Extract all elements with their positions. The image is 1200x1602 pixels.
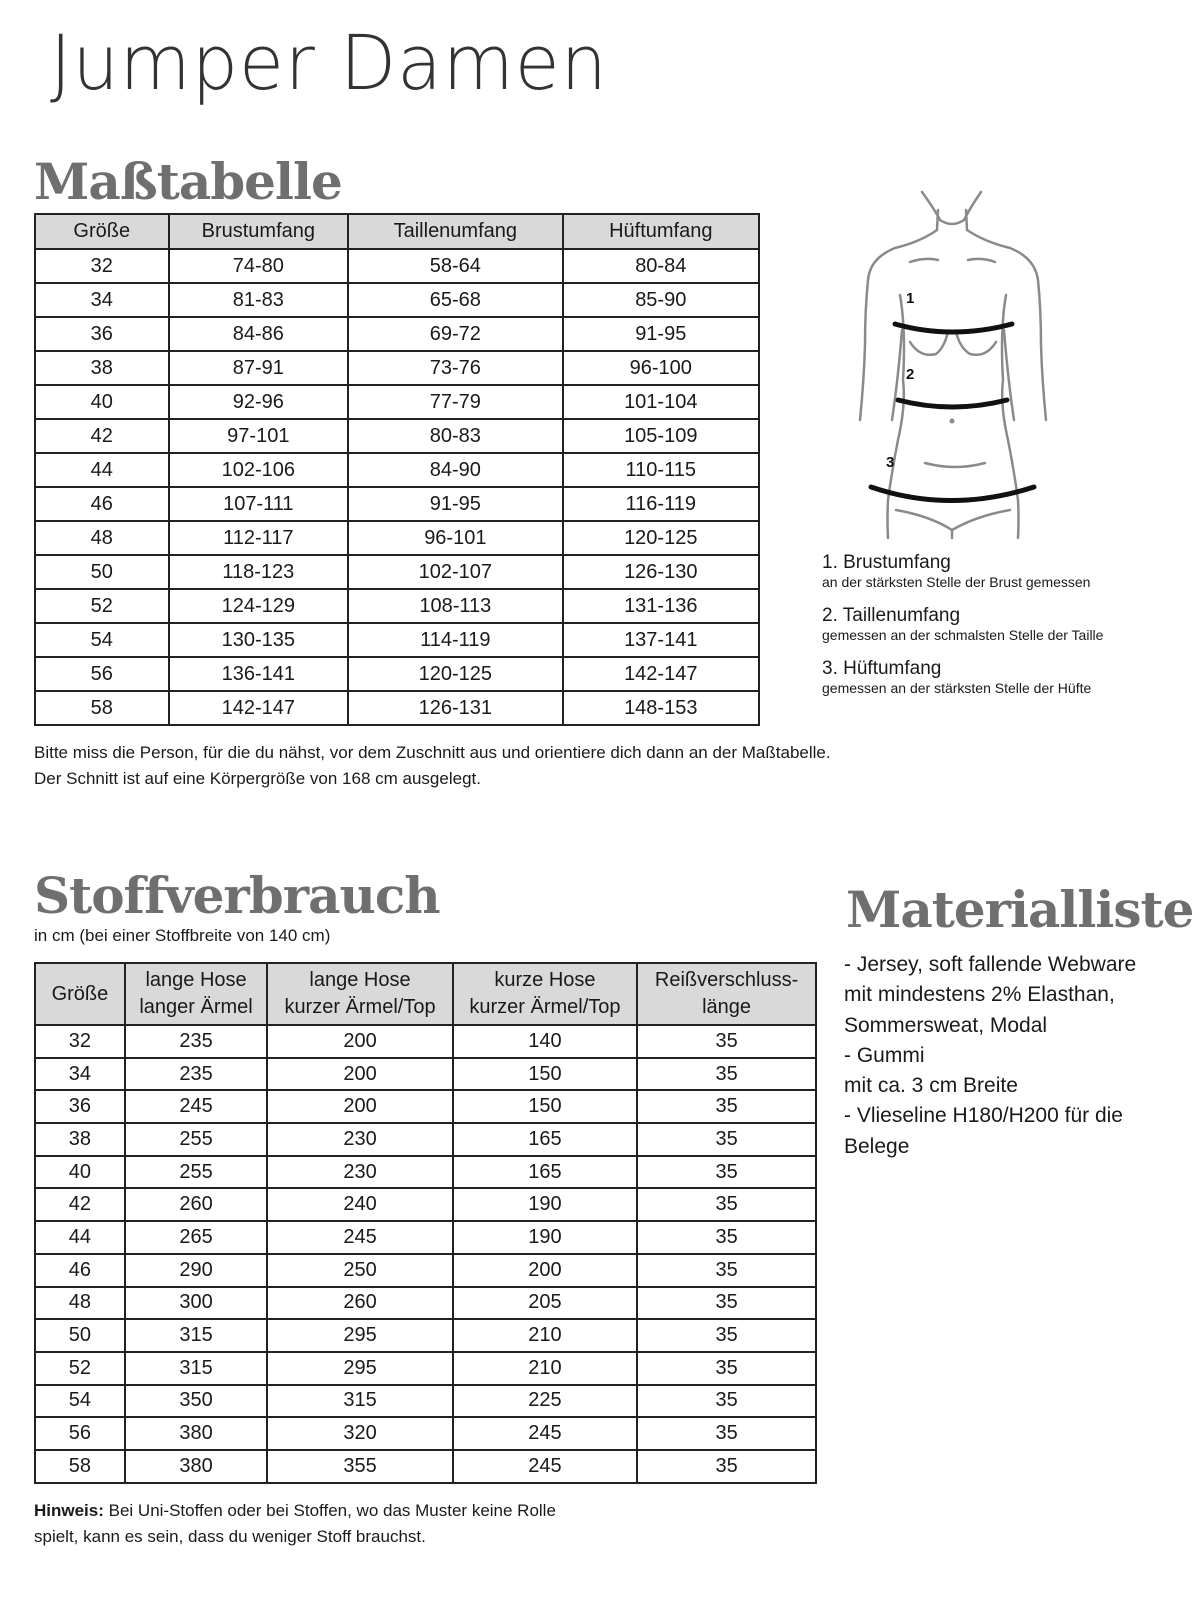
column-header-line: kurze Hose: [494, 969, 596, 991]
cell-long-pants-short-sleeve: 260: [267, 1287, 452, 1320]
fabric-usage-note: [34, 1498, 556, 1550]
cell-size: 40: [35, 1156, 125, 1189]
hip-measurement-band: [871, 487, 1034, 501]
material-list-line: - Vlieseline H180/H200 für die: [844, 1104, 1123, 1128]
material-list-line: mit mindestens 2% Elasthan,: [844, 983, 1115, 1007]
size-chart-row: [35, 419, 759, 453]
cell-size: 34: [35, 283, 169, 317]
cell-size: 32: [35, 249, 169, 283]
cell-size: 44: [35, 453, 169, 487]
cell-hip: 126-130: [563, 555, 759, 589]
size-chart-table: [34, 213, 760, 726]
cell-waist: 102-107: [348, 555, 562, 589]
size-chart-heading: Maßtabelle: [34, 152, 342, 211]
cell-size: 48: [35, 1287, 125, 1320]
cell-bust: 142-147: [169, 691, 349, 725]
size-chart-row: [35, 589, 759, 623]
cell-long-pants-short-sleeve: 295: [267, 1352, 452, 1385]
cell-size: 50: [35, 1319, 125, 1352]
cell-hip: 148-153: [563, 691, 759, 725]
cell-zipper-length: 35: [637, 1090, 816, 1123]
cell-short-pants-short-sleeve: 210: [453, 1319, 637, 1352]
cell-waist: 114-119: [348, 623, 562, 657]
cell-short-pants-short-sleeve: 205: [453, 1287, 637, 1320]
cell-zipper-length: 35: [637, 1123, 816, 1156]
cell-long-pants-long-sleeve: 260: [125, 1188, 267, 1221]
size-chart-row: [35, 453, 759, 487]
cell-size: 42: [35, 1188, 125, 1221]
legend-item-waist: [822, 605, 1192, 644]
fabric-usage-subtitle: in cm (bei einer Stoffbreite von 140 cm): [34, 926, 331, 945]
hip-marker-label: 3: [886, 454, 895, 471]
cell-waist: 108-113: [348, 589, 562, 623]
column-header-size: Größe: [35, 214, 169, 249]
column-header-hip: Hüftumfang: [563, 214, 759, 249]
size-chart-header-row: [35, 214, 759, 249]
cell-bust: 87-91: [169, 351, 349, 385]
cell-hip: 110-115: [563, 453, 759, 487]
fabric-usage-row: [35, 1221, 816, 1254]
fabric-usage-row: [35, 1319, 816, 1352]
cell-long-pants-short-sleeve: 200: [267, 1058, 452, 1091]
cell-short-pants-short-sleeve: 165: [453, 1156, 637, 1189]
column-header-long-pants-long-sleeve: [125, 963, 267, 1025]
size-chart-row: [35, 385, 759, 419]
cell-bust: 118-123: [169, 555, 349, 589]
cell-long-pants-long-sleeve: 290: [125, 1254, 267, 1287]
cell-bust: 136-141: [169, 657, 349, 691]
note-text: Bei Uni-Stoffen oder bei Stoffen, wo das Muster keine Rolle: [103, 1501, 556, 1520]
cell-size: 38: [35, 351, 169, 385]
size-chart-row: [35, 351, 759, 385]
cell-long-pants-short-sleeve: 250: [267, 1254, 452, 1287]
cell-bust: 124-129: [169, 589, 349, 623]
fabric-usage-row: [35, 1254, 816, 1287]
cell-zipper-length: 35: [637, 1221, 816, 1254]
cell-short-pants-short-sleeve: 245: [453, 1450, 637, 1483]
cell-zipper-length: 35: [637, 1254, 816, 1287]
cell-short-pants-short-sleeve: 245: [453, 1417, 637, 1450]
cell-size: 54: [35, 623, 169, 657]
material-list-line: - Jersey, soft fallende Webware: [844, 953, 1137, 976]
fabric-usage-row: [35, 1450, 816, 1483]
cell-bust: 107-111: [169, 487, 349, 521]
fabric-usage-row: [35, 1352, 816, 1385]
waist-measurement-band: [898, 400, 1007, 407]
cell-size: 48: [35, 521, 169, 555]
cell-short-pants-short-sleeve: 210: [453, 1352, 637, 1385]
size-chart-row: [35, 691, 759, 725]
column-header-bust: Brustumfang: [169, 214, 349, 249]
cell-bust: 112-117: [169, 521, 349, 555]
cell-long-pants-long-sleeve: 315: [125, 1352, 267, 1385]
legend-title: 1. Brustumfang: [822, 552, 951, 573]
cell-long-pants-long-sleeve: 350: [125, 1385, 267, 1418]
cell-long-pants-long-sleeve: 265: [125, 1221, 267, 1254]
cell-hip: 120-125: [563, 521, 759, 555]
cell-size: 46: [35, 1254, 125, 1287]
cell-waist: 73-76: [348, 351, 562, 385]
size-chart-note-line: Der Schnitt ist auf eine Körpergröße von 168 cm ausgelegt.: [34, 769, 481, 788]
cell-long-pants-long-sleeve: 235: [125, 1025, 267, 1058]
cell-size: 58: [35, 1450, 125, 1483]
cell-size: 36: [35, 1090, 125, 1123]
waist-marker-label: 2: [906, 366, 915, 383]
size-chart-note: [34, 740, 831, 792]
cell-waist: 126-131: [348, 691, 562, 725]
bust-marker-label: 1: [906, 290, 915, 307]
fabric-usage-row: [35, 1058, 816, 1091]
cell-long-pants-short-sleeve: 200: [267, 1090, 452, 1123]
cell-bust: 102-106: [169, 453, 349, 487]
material-list-line: mit ca. 3 cm Breite: [844, 1074, 1018, 1098]
cell-size: 38: [35, 1123, 125, 1156]
cell-size: 58: [35, 691, 169, 725]
fabric-usage-row: [35, 1385, 816, 1418]
cell-size: 54: [35, 1385, 125, 1418]
column-header-line: langer Ärmel: [139, 996, 253, 1018]
fabric-usage-heading: Stoffverbrauch: [34, 866, 440, 925]
cell-bust: 81-83: [169, 283, 349, 317]
column-header-line: kurzer Ärmel/Top: [469, 996, 621, 1018]
cell-long-pants-short-sleeve: 230: [267, 1123, 452, 1156]
cell-short-pants-short-sleeve: 140: [453, 1025, 637, 1058]
legend-description: an der stärksten Stelle der Brust gemessen: [822, 574, 1091, 590]
cell-zipper-length: 35: [637, 1287, 816, 1320]
legend-item-bust: [822, 552, 1192, 591]
cell-zipper-length: 35: [637, 1450, 816, 1483]
cell-zipper-length: 35: [637, 1156, 816, 1189]
document-title: Jumper Damen: [50, 18, 608, 107]
column-header-line: lange Hose: [145, 969, 247, 991]
cell-waist: 65-68: [348, 283, 562, 317]
cell-long-pants-short-sleeve: 315: [267, 1385, 452, 1418]
cell-hip: 142-147: [563, 657, 759, 691]
column-header-short-pants-short-sleeve: [453, 963, 637, 1025]
fabric-usage-row: [35, 1025, 816, 1058]
cell-short-pants-short-sleeve: 150: [453, 1058, 637, 1091]
cell-waist: 69-72: [348, 317, 562, 351]
cell-long-pants-short-sleeve: 320: [267, 1417, 452, 1450]
size-chart-row: [35, 487, 759, 521]
cell-zipper-length: 35: [637, 1025, 816, 1058]
legend-title: 2. Taillenumfang: [822, 605, 961, 626]
cell-zipper-length: 35: [637, 1188, 816, 1221]
column-header-line: Reißverschluss-: [654, 969, 799, 991]
cell-waist: 77-79: [348, 385, 562, 419]
fabric-usage-header-row: [35, 963, 816, 1025]
cell-hip: 91-95: [563, 317, 759, 351]
material-list-line: - Gummi: [844, 1043, 925, 1067]
cell-long-pants-long-sleeve: 245: [125, 1090, 267, 1123]
cell-hip: 137-141: [563, 623, 759, 657]
cell-short-pants-short-sleeve: 150: [453, 1090, 637, 1123]
cell-zipper-length: 35: [637, 1058, 816, 1091]
cell-long-pants-short-sleeve: 240: [267, 1188, 452, 1221]
cell-zipper-length: 35: [637, 1417, 816, 1450]
legend-title: 3. Hüftumfang: [822, 658, 942, 679]
cell-size: 56: [35, 1417, 125, 1450]
cell-long-pants-long-sleeve: 300: [125, 1287, 267, 1320]
legend-description: gemessen an der stärksten Stelle der Hüfte: [822, 680, 1092, 696]
cell-hip: 116-119: [563, 487, 759, 521]
cell-size: 56: [35, 657, 169, 691]
legend-description: gemessen an der schmalsten Stelle der Taille: [822, 627, 1104, 643]
cell-long-pants-long-sleeve: 235: [125, 1058, 267, 1091]
cell-long-pants-long-sleeve: 255: [125, 1123, 267, 1156]
body-measurement-figure: [840, 180, 1070, 540]
size-chart-row: [35, 249, 759, 283]
cell-waist: 96-101: [348, 521, 562, 555]
body-outline-illustration: [840, 180, 1070, 540]
fabric-usage-note-line: [34, 1498, 556, 1524]
cell-hip: 101-104: [563, 385, 759, 419]
cell-zipper-length: 35: [637, 1352, 816, 1385]
cell-short-pants-short-sleeve: 190: [453, 1221, 637, 1254]
size-chart-row: [35, 521, 759, 555]
cell-zipper-length: 35: [637, 1319, 816, 1352]
cell-size: 46: [35, 487, 169, 521]
column-header-line: länge: [702, 996, 752, 1018]
material-list-line: Belege: [844, 1134, 910, 1158]
bust-measurement-band: [895, 324, 1012, 332]
cell-short-pants-short-sleeve: 165: [453, 1123, 637, 1156]
navel-dot: [950, 419, 955, 424]
column-header-line: lange Hose: [309, 969, 411, 991]
cell-long-pants-short-sleeve: 355: [267, 1450, 452, 1483]
fabric-usage-table: [34, 962, 817, 1484]
column-header-long-pants-short-sleeve: [267, 963, 452, 1025]
measurement-legend: [822, 552, 1192, 711]
cell-waist: 120-125: [348, 657, 562, 691]
cell-short-pants-short-sleeve: 225: [453, 1385, 637, 1418]
size-chart-note-line: Bitte miss die Person, für die du nähst, vor dem Zuschnitt aus und orientiere dich dann an der Maßtabelle.: [34, 743, 831, 762]
size-chart-row: [35, 317, 759, 351]
cell-size: 44: [35, 1221, 125, 1254]
cell-waist: 80-83: [348, 419, 562, 453]
cell-size: 32: [35, 1025, 125, 1058]
cell-long-pants-long-sleeve: 380: [125, 1417, 267, 1450]
column-header-line: Größe: [51, 982, 109, 1005]
cell-size: 50: [35, 555, 169, 589]
material-list-line: Sommersweat, Modal: [844, 1013, 1048, 1037]
fabric-usage-row: [35, 1156, 816, 1189]
cell-size: 52: [35, 1352, 125, 1385]
cell-size: 34: [35, 1058, 125, 1091]
material-list-heading: Materialliste: [846, 880, 1194, 939]
cell-hip: 96-100: [563, 351, 759, 385]
size-chart-row: [35, 555, 759, 589]
note-label: Hinweis:: [34, 1501, 104, 1520]
fabric-usage-row: [35, 1090, 816, 1123]
column-header-line: kurzer Ärmel/Top: [284, 996, 436, 1018]
cell-zipper-length: 35: [637, 1385, 816, 1418]
cell-size: 36: [35, 317, 169, 351]
size-chart-row: [35, 283, 759, 317]
fabric-usage-note-line: spielt, kann es sein, dass du weniger Stoff brauchst.: [34, 1527, 426, 1546]
legend-item-hip: [822, 658, 1192, 697]
cell-waist: 91-95: [348, 487, 562, 521]
cell-long-pants-long-sleeve: 380: [125, 1450, 267, 1483]
cell-hip: 105-109: [563, 419, 759, 453]
cell-waist: 84-90: [348, 453, 562, 487]
fabric-usage-row: [35, 1123, 816, 1156]
fabric-usage-row: [35, 1417, 816, 1450]
cell-size: 52: [35, 589, 169, 623]
cell-hip: 80-84: [563, 249, 759, 283]
cell-waist: 58-64: [348, 249, 562, 283]
cell-hip: 131-136: [563, 589, 759, 623]
fabric-usage-row: [35, 1188, 816, 1221]
column-header-waist: Taillenumfang: [348, 214, 562, 249]
cell-bust: 97-101: [169, 419, 349, 453]
cell-bust: 74-80: [169, 249, 349, 283]
column-header-zipper-length: [637, 963, 816, 1025]
size-chart-row: [35, 623, 759, 657]
cell-long-pants-long-sleeve: 255: [125, 1156, 267, 1189]
size-chart-row: [35, 657, 759, 691]
cell-long-pants-short-sleeve: 245: [267, 1221, 452, 1254]
cell-hip: 85-90: [563, 283, 759, 317]
cell-short-pants-short-sleeve: 200: [453, 1254, 637, 1287]
material-list: [844, 950, 1184, 1162]
cell-long-pants-short-sleeve: 295: [267, 1319, 452, 1352]
cell-long-pants-long-sleeve: 315: [125, 1319, 267, 1352]
cell-short-pants-short-sleeve: 190: [453, 1188, 637, 1221]
cell-bust: 130-135: [169, 623, 349, 657]
cell-size: 42: [35, 419, 169, 453]
cell-bust: 84-86: [169, 317, 349, 351]
cell-bust: 92-96: [169, 385, 349, 419]
cell-long-pants-short-sleeve: 200: [267, 1025, 452, 1058]
cell-size: 40: [35, 385, 169, 419]
fabric-usage-row: [35, 1287, 816, 1320]
column-header-size: [35, 963, 125, 1025]
cell-long-pants-short-sleeve: 230: [267, 1156, 452, 1189]
